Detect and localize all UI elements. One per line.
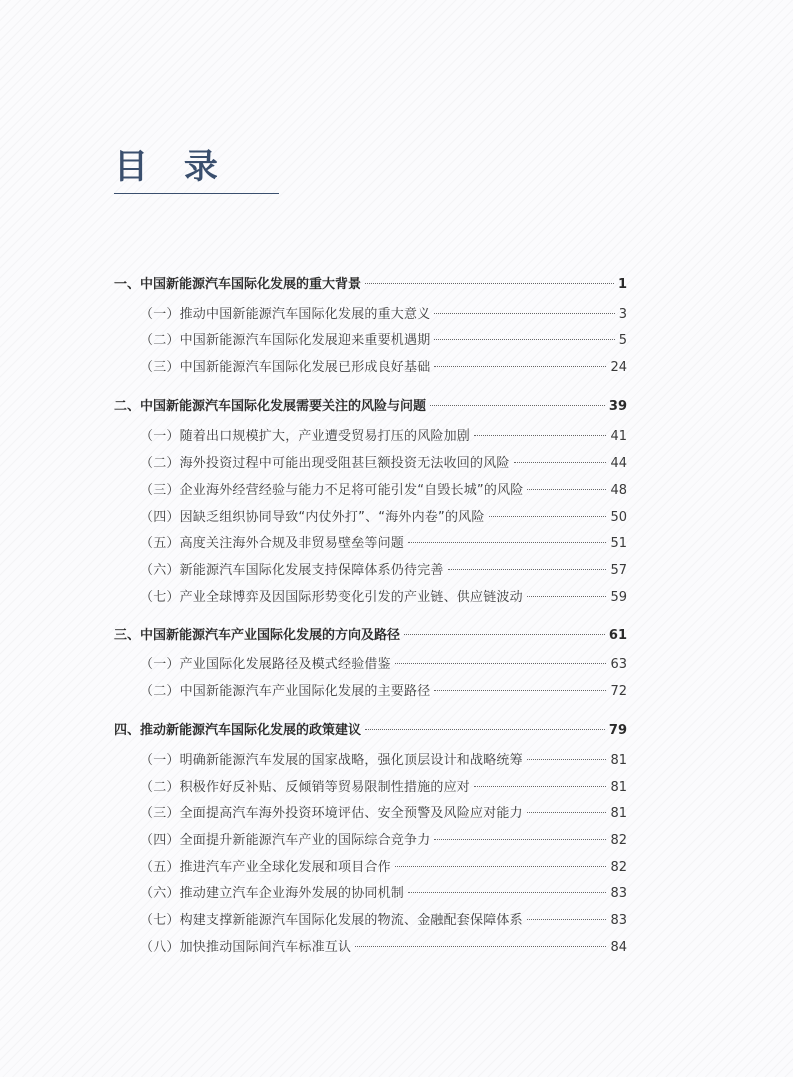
toc-page-number: 81 (610, 753, 627, 768)
toc-page-number: 44 (610, 456, 627, 471)
dot-leader (408, 892, 606, 893)
dot-leader (434, 839, 606, 840)
toc-page-number: 59 (610, 590, 627, 605)
toc-page-number: 39 (608, 399, 627, 414)
toc-item[interactable] (140, 682, 627, 702)
toc-item-label: （二）海外投资过程中可能出现受阻甚巨额投资无法收回的风险 (140, 456, 510, 471)
toc-item-label: （七）构建支撑新能源汽车国际化发展的物流、金融配套保障体系 (140, 913, 523, 928)
toc-item[interactable] (140, 561, 627, 581)
dot-leader (474, 786, 606, 787)
toc-item[interactable] (140, 534, 627, 554)
toc-page-number: 61 (608, 628, 627, 643)
toc-section-label: 四、推动新能源汽车国际化发展的政策建议 (114, 723, 362, 738)
dot-leader (434, 366, 606, 367)
toc-section-label: 一、中国新能源汽车国际化发展的重大背景 (114, 277, 362, 292)
dot-leader (365, 283, 614, 284)
dot-leader (527, 489, 606, 490)
dot-leader (395, 663, 607, 664)
page-title: 目 录 (114, 147, 230, 187)
dot-leader (430, 405, 605, 406)
toc-item-label: （三）全面提高汽车海外投资环境评估、安全预警及风险应对能力 (140, 806, 523, 821)
dot-leader (527, 596, 607, 597)
toc-page-number: 81 (610, 780, 627, 795)
dot-leader (474, 435, 606, 436)
dot-leader (434, 313, 614, 314)
toc-item-label: （五）推进汽车产业全球化发展和项目合作 (140, 860, 391, 875)
toc-page-number: 72 (610, 684, 627, 699)
toc-item[interactable] (140, 481, 627, 501)
toc-section-label: 三、中国新能源汽车产业国际化发展的方向及路径 (114, 628, 401, 643)
toc-page-number: 41 (610, 429, 627, 444)
toc-item-label: （一）随着出口规模扩大，产业遭受贸易打压的风险加剧 (140, 429, 471, 444)
toc-page-number: 63 (610, 657, 627, 672)
toc-page-number: 82 (610, 833, 627, 848)
dot-leader (434, 339, 614, 340)
toc-item[interactable] (140, 884, 627, 904)
toc-item[interactable] (140, 804, 627, 824)
toc-item-label: （一）明确新能源汽车发展的国家战略，强化顶层设计和战略统筹 (140, 753, 523, 768)
toc-page-number: 83 (610, 886, 627, 901)
toc-page-number: 51 (610, 536, 627, 551)
toc-item[interactable] (140, 588, 627, 608)
toc-page-number: 83 (610, 913, 627, 928)
toc-page-number: 5 (618, 333, 627, 348)
toc-item-label: （四）因缺乏组织协同导致“内仗外打”、“海外内卷”的风险 (140, 510, 485, 525)
toc-page-number: 3 (618, 307, 627, 322)
toc-section-3[interactable] (114, 626, 627, 646)
toc-item-label: （四）全面提升新能源汽车产业的国际综合竞争力 (140, 833, 431, 848)
toc-page-number: 48 (610, 483, 627, 498)
toc-page-number: 50 (610, 510, 627, 525)
toc-item-label: （三）企业海外经营经验与能力不足将可能引发“自毁长城”的风险 (140, 483, 524, 498)
toc-page-number: 82 (610, 860, 627, 875)
toc-section-1[interactable] (114, 275, 627, 295)
toc-section-4[interactable] (114, 721, 627, 741)
dot-leader (448, 569, 607, 570)
dot-leader (527, 919, 607, 920)
toc-item[interactable] (140, 911, 627, 931)
dot-leader (514, 462, 607, 463)
toc-item-label: （七）产业全球博弈及因国际形势变化引发的产业链、供应链波动 (140, 590, 523, 605)
toc-page-number: 81 (610, 806, 627, 821)
dot-leader (527, 759, 607, 760)
toc-page-number: 24 (610, 360, 627, 375)
toc-item[interactable] (140, 427, 627, 447)
toc-item-label: （一）产业国际化发展路径及模式经验借鉴 (140, 657, 391, 672)
toc-item[interactable] (140, 831, 627, 851)
toc-item[interactable] (140, 938, 627, 958)
dot-leader (404, 634, 605, 635)
toc-item[interactable] (140, 508, 627, 528)
toc-item-label: （五）高度关注海外合规及非贸易壁垒等问题 (140, 536, 405, 551)
toc-section-2[interactable] (114, 397, 627, 417)
toc-section-label: 二、中国新能源汽车国际化发展需要关注的风险与问题 (114, 399, 427, 414)
toc-item-label: （八）加快推动国际间汽车标准互认 (140, 940, 352, 955)
toc-item-label: （一）推动中国新能源汽车国际化发展的重大意义 (140, 307, 431, 322)
toc-item[interactable] (140, 778, 627, 798)
toc-item[interactable] (140, 358, 627, 378)
toc-page-number: 1 (617, 277, 627, 292)
dot-leader (489, 516, 607, 517)
dot-leader (365, 729, 605, 730)
toc-item-label: （三）中国新能源汽车国际化发展已形成良好基础 (140, 360, 431, 375)
toc-item[interactable] (140, 655, 627, 675)
toc-item-label: （六）推动建立汽车企业海外发展的协同机制 (140, 886, 405, 901)
toc-page-number: 79 (608, 723, 627, 738)
toc-item-label: （二）中国新能源汽车国际化发展迎来重要机遇期 (140, 333, 431, 348)
dot-leader (408, 542, 606, 543)
toc-item[interactable] (140, 454, 627, 474)
toc-item[interactable] (140, 331, 627, 351)
dot-leader (527, 812, 607, 813)
toc-item[interactable] (140, 751, 627, 771)
toc-item-label: （二）中国新能源汽车产业国际化发展的主要路径 (140, 684, 431, 699)
toc-item-label: （二）积极作好反补贴、反倾销等贸易限制性措施的应对 (140, 780, 471, 795)
toc-item[interactable] (140, 858, 627, 878)
toc-page-number: 57 (610, 563, 627, 578)
dot-leader (434, 690, 606, 691)
toc-item-label: （六）新能源汽车国际化发展支持保障体系仍待完善 (140, 563, 444, 578)
dot-leader (395, 866, 607, 867)
toc-page-number: 84 (610, 940, 627, 955)
dot-leader (355, 946, 606, 947)
toc-item[interactable] (140, 305, 627, 325)
